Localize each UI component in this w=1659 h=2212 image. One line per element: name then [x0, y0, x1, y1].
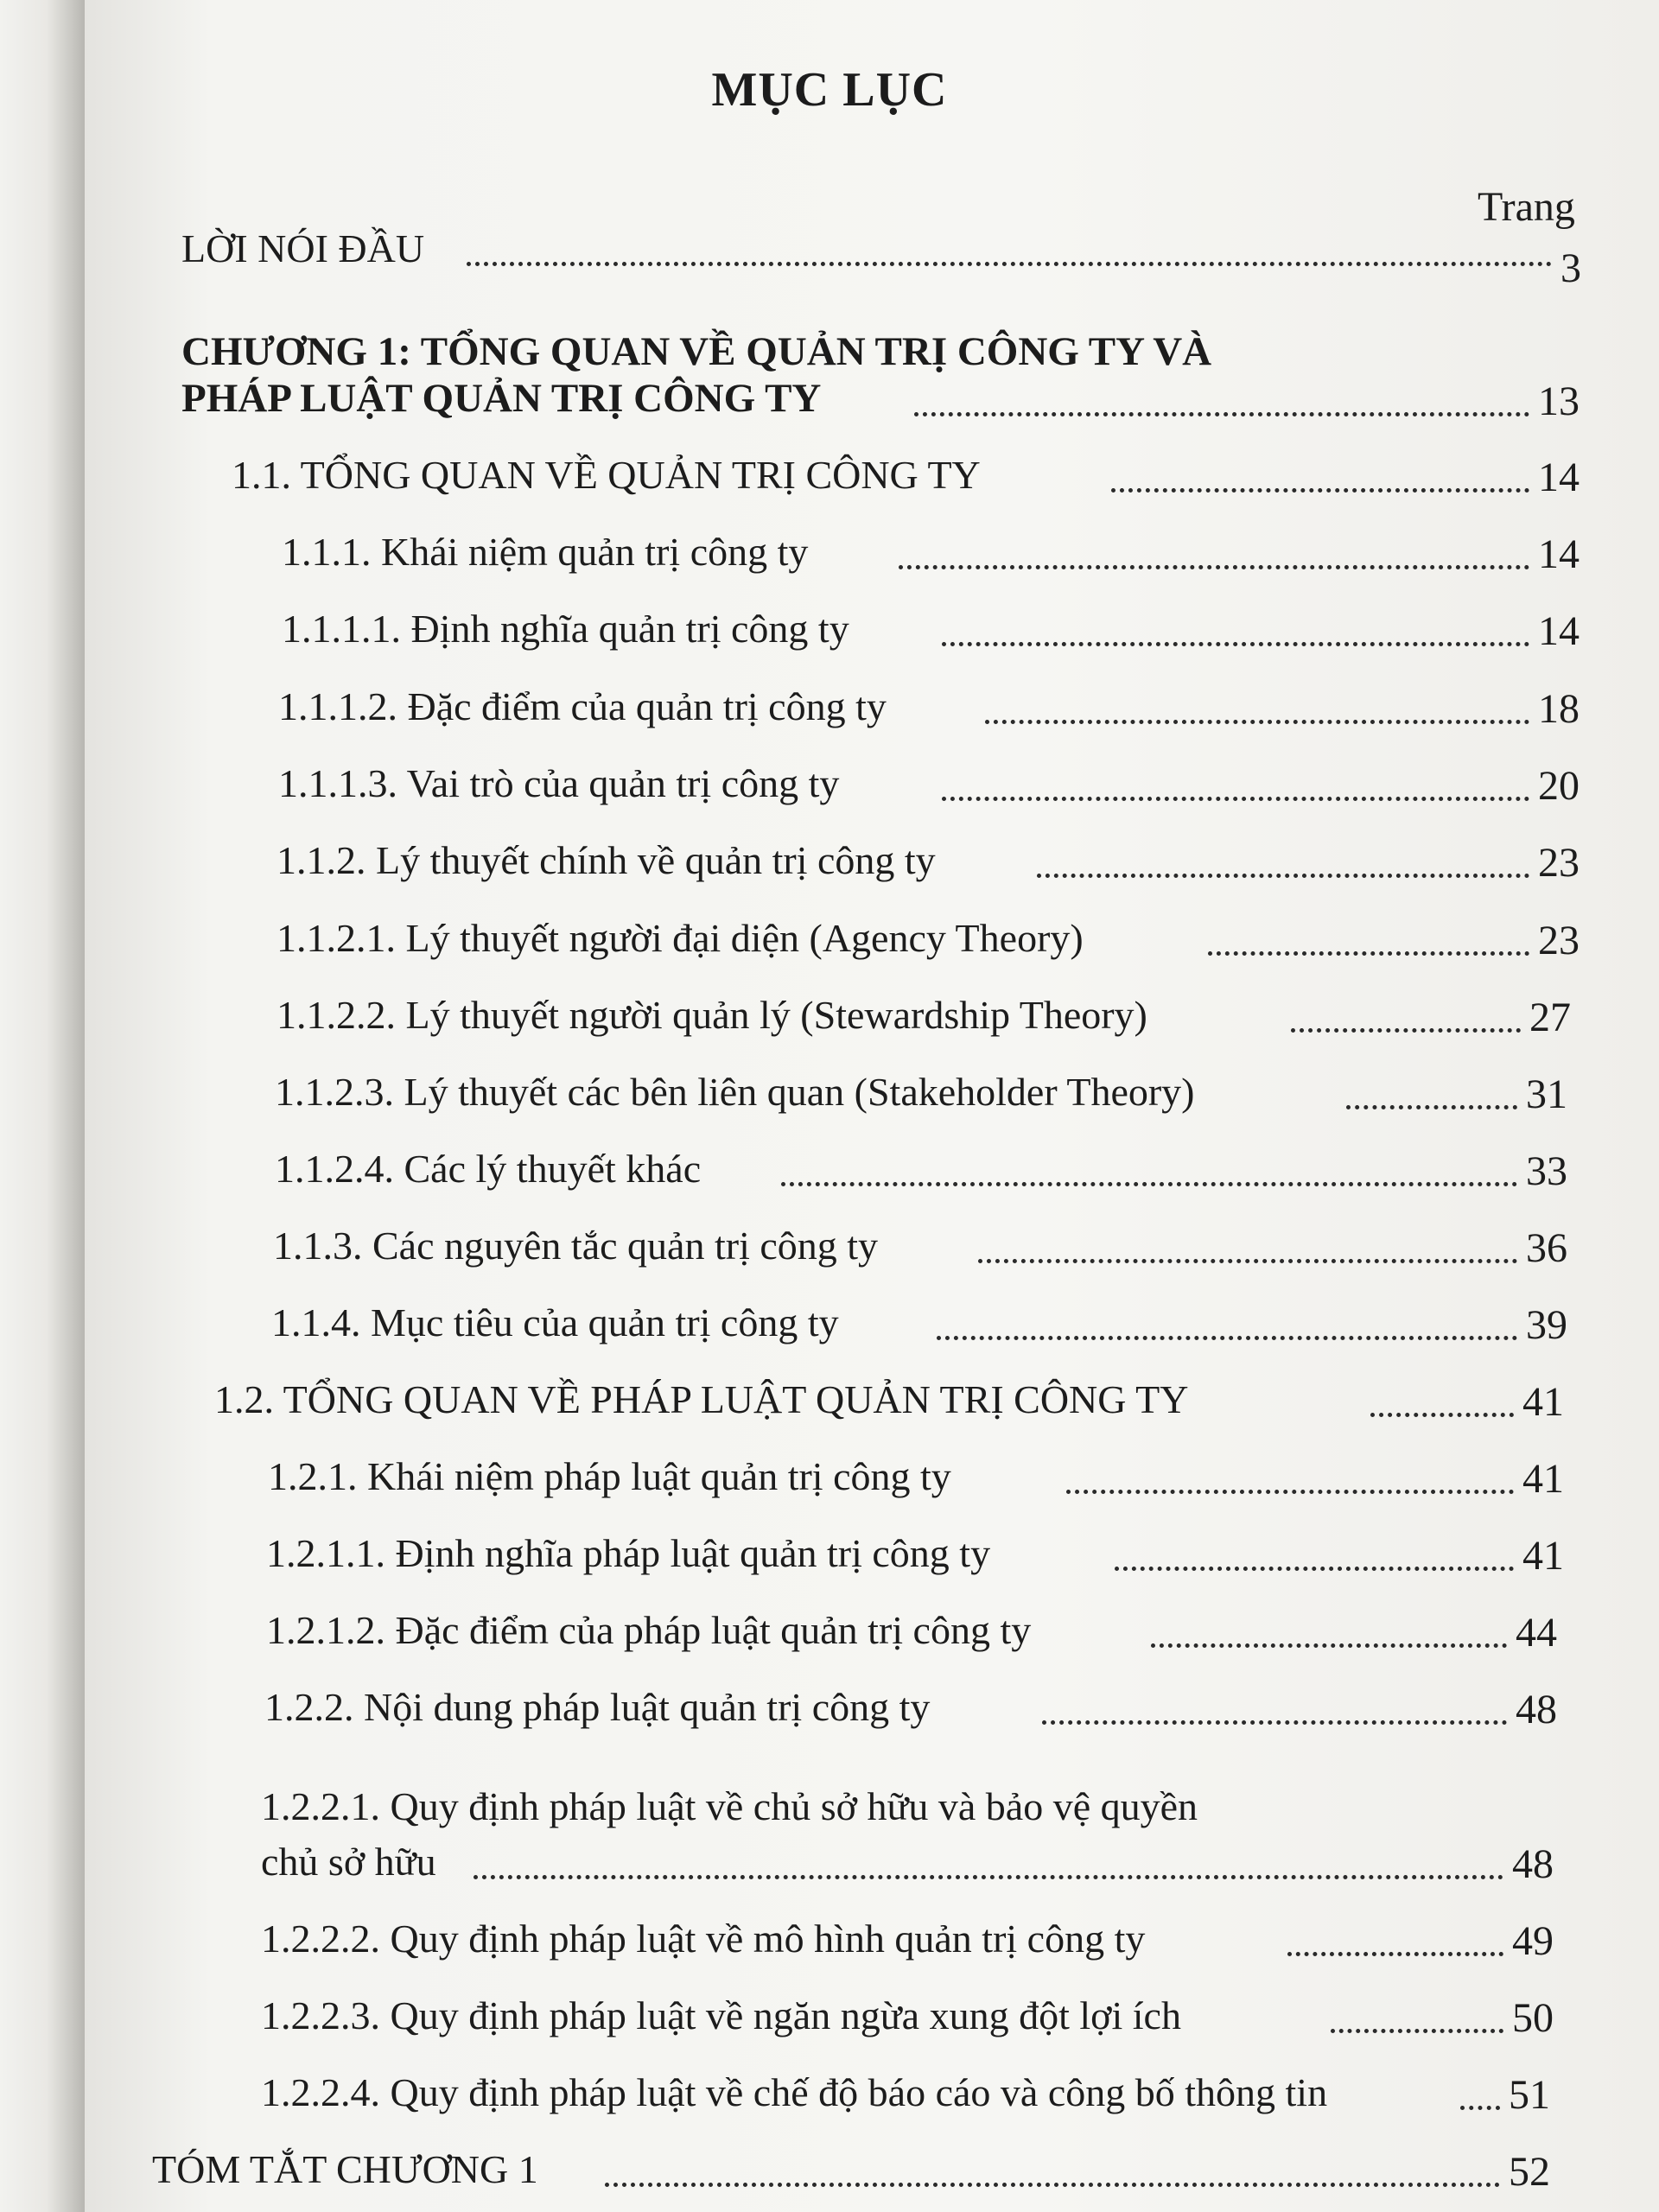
- toc-entry-page: 33: [1526, 1148, 1567, 1194]
- toc-entry: [0, 1510, 1659, 1588]
- toc-entry-page: 20: [1538, 763, 1580, 809]
- toc-entry: [0, 1357, 1659, 1434]
- toc-entry-title: 1.1. TỔNG QUAN VỀ QUẢN TRỊ CÔNG TY: [232, 453, 981, 497]
- dot-leader: [1115, 1567, 1514, 1571]
- dot-leader: [1111, 488, 1529, 493]
- toc-entry-page: 51: [1509, 2072, 1550, 2118]
- page-column-label: Trang: [1478, 184, 1575, 230]
- toc-entry: [0, 1280, 1659, 1357]
- toc-entry-page: 50: [1512, 1995, 1554, 2041]
- toc-entry: [0, 2050, 1659, 2127]
- toc-entry-page: 41: [1522, 1533, 1564, 1579]
- dot-leader: [985, 720, 1529, 724]
- dot-leader: [899, 565, 1529, 569]
- toc-entry-page: 14: [1538, 608, 1580, 654]
- toc-entry-title-line1: 1.2.2.1. Quy định pháp luật về chủ sở hữu và bảo vệ quyền: [261, 1784, 1198, 1828]
- toc-entry-title: 1.2.2.3. Quy định pháp luật về ngăn ngừa xung đột lợi ích: [261, 1993, 1181, 2037]
- toc-entry-title: 1.2.2.2. Quy định pháp luật về mô hình quản trị công ty: [261, 1916, 1146, 1961]
- dot-leader: [942, 642, 1529, 646]
- toc-entry: [0, 972, 1659, 1050]
- dot-leader: [978, 1259, 1517, 1263]
- toc-entry-page: 23: [1538, 840, 1580, 886]
- dot-leader: [1331, 2029, 1503, 2033]
- toc-entry: [0, 817, 1659, 895]
- toc-entry: [0, 1587, 1659, 1665]
- dot-leader: [1460, 2106, 1500, 2110]
- dot-leader: [467, 262, 1552, 266]
- dot-leader: [1066, 1490, 1514, 1494]
- toc-entry-title: PHÁP LUẬT QUẢN TRỊ CÔNG TY: [181, 376, 822, 421]
- dot-leader: [781, 1182, 1517, 1186]
- toc-entry-page: 13: [1538, 378, 1580, 424]
- dot-leader: [942, 797, 1529, 801]
- dot-leader: [1287, 1952, 1503, 1956]
- toc-entry-title: 1.1.1.1. Định nghĩa quản trị công ty: [282, 607, 849, 651]
- toc-entry: [0, 509, 1659, 587]
- toc-entry-title: LỜI NÓI ĐẦU: [181, 226, 425, 270]
- toc-entry: [0, 586, 1659, 664]
- toc-entry: [0, 1203, 1659, 1281]
- toc-entry-page: 14: [1538, 531, 1580, 577]
- toc-entry-page: 14: [1538, 454, 1580, 500]
- toc-entry: [0, 1664, 1659, 1742]
- toc-entry-title: 1.1.1.3. Vai trò của quản trị công ty: [278, 761, 840, 805]
- toc-entry-page: 39: [1526, 1302, 1567, 1348]
- toc-entry: [0, 1126, 1659, 1204]
- dot-leader: [937, 1336, 1517, 1340]
- toc-entry: [0, 1433, 1659, 1511]
- toc-entry: [0, 2126, 1659, 2204]
- toc-entry-chapter: [0, 329, 1659, 434]
- toc-entry-page: 48: [1512, 1841, 1554, 1887]
- dot-leader: [1370, 1413, 1514, 1417]
- toc-entry: [0, 664, 1659, 741]
- toc-entry-title-line1: CHƯƠNG 1: TỔNG QUAN VỀ QUẢN TRỊ CÔNG TY VÀ: [181, 329, 1212, 374]
- toc-entry-title: 1.2.2.4. Quy định pháp luật về chế độ báo cáo và công bố thông tin: [261, 2070, 1328, 2114]
- toc-entry: [0, 432, 1659, 510]
- toc-entry-page: 49: [1512, 1918, 1554, 1964]
- dot-leader: [1042, 1720, 1507, 1725]
- toc-entry-title: 1.1.3. Các nguyên tắc quản trị công ty: [273, 1224, 879, 1268]
- toc-entry-title: TÓM TẮT CHƯƠNG 1: [152, 2147, 538, 2191]
- toc-entry-page: 23: [1538, 918, 1580, 963]
- dot-leader: [1151, 1643, 1507, 1648]
- toc-entry: [0, 1896, 1659, 1974]
- dot-leader: [474, 1875, 1503, 1879]
- toc-entry-title: 1.1.2. Lý thuyết chính về quản trị công ty: [276, 838, 936, 882]
- toc-entry-title: chủ sở hữu: [261, 1840, 436, 1884]
- toc-entry-title: 1.1.1.2. Đặc điểm của quản trị công ty: [278, 684, 887, 728]
- toc-entry: [0, 206, 1659, 291]
- dot-leader: [1291, 1028, 1521, 1033]
- dot-leader: [914, 412, 1529, 416]
- toc-entry-page: 36: [1526, 1225, 1567, 1271]
- toc-entry-title: 1.2.2. Nội dung pháp luật quản trị công ty: [264, 1685, 931, 1729]
- dot-leader: [1346, 1105, 1517, 1109]
- toc-entry-page: 41: [1522, 1456, 1564, 1502]
- toc-entry-page: 41: [1522, 1379, 1564, 1425]
- toc-entry-title: 1.1.2.1. Lý thuyết người đại diện (Agency Theory): [276, 916, 1084, 960]
- toc-entry: [0, 1973, 1659, 2050]
- toc-entry-page: 27: [1529, 995, 1571, 1040]
- toc-entry-title: 1.2. TỔNG QUAN VỀ PHÁP LUẬT QUẢN TRỊ CÔNG TY: [214, 1377, 1189, 1421]
- dot-leader: [1208, 951, 1529, 956]
- toc-entry: [0, 895, 1659, 973]
- toc-entry-title: 1.2.1.1. Định nghĩa pháp luật quản trị công ty: [266, 1531, 991, 1575]
- toc-entry-page: 44: [1516, 1610, 1557, 1656]
- toc-entry-page: 52: [1509, 2149, 1550, 2195]
- toc-entry-title: 1.2.1.2. Đặc điểm của pháp luật quản trị công ty: [266, 1608, 1032, 1652]
- dot-leader: [605, 2183, 1500, 2187]
- toc-entry-title: 1.1.4. Mục tiêu của quản trị công ty: [271, 1300, 839, 1344]
- toc-entry-title: 1.1.2.4. Các lý thuyết khác: [275, 1147, 702, 1191]
- toc-entry: [0, 1049, 1659, 1127]
- toc-entry-title: 1.2.1. Khái niệm pháp luật quản trị công ty: [268, 1454, 951, 1498]
- toc-entry: [0, 741, 1659, 818]
- toc-entry-title: 1.1.1. Khái niệm quản trị công ty: [282, 530, 809, 574]
- toc-entry-page: 3: [1560, 245, 1581, 291]
- dot-leader: [1037, 874, 1529, 878]
- toc-entry-page: 18: [1538, 686, 1580, 732]
- toc-heading: MỤC LỤC: [711, 63, 948, 117]
- toc-entry-title: 1.1.2.3. Lý thuyết các bên liên quan (Stakeholder Theory): [275, 1070, 1195, 1114]
- toc-entry-page: 31: [1526, 1071, 1567, 1117]
- toc-entry: [0, 1784, 1659, 1897]
- toc-entry-page: 48: [1516, 1687, 1557, 1732]
- toc-entry-title: 1.1.2.2. Lý thuyết người quản lý (Stewardship Theory): [276, 993, 1147, 1037]
